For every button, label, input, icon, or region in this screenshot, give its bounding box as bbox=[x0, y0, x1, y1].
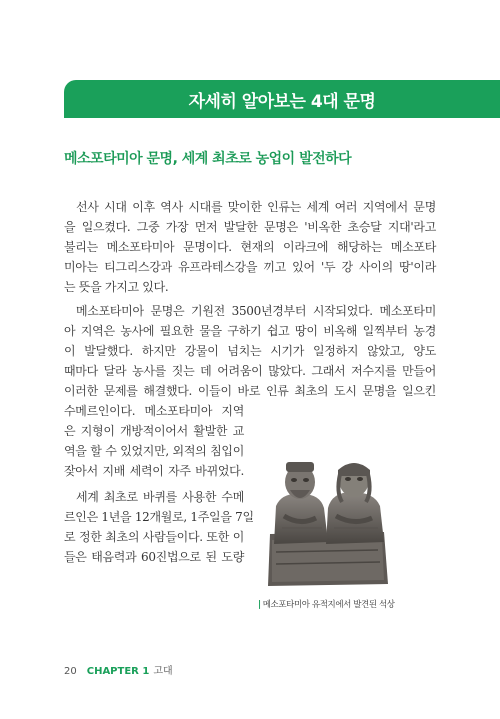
body-line: 이 발달했다. 하지만 강물이 넘치는 시기가 일정하지 않았고, 양도 bbox=[64, 344, 436, 358]
body-line: 미아는 티그리스강과 유프라테스강을 끼고 있어 '두 강 사이의 땅'이라 bbox=[64, 260, 436, 274]
body-line: 는 뜻을 가지고 있다. bbox=[64, 280, 169, 294]
body-line: 잦아서 지배 세력이 자주 바뀌었다. bbox=[64, 464, 244, 478]
body-line: 을 일으켰다. 그중 가장 먼저 발달한 문명은 '비옥한 초승달 지대'라고 bbox=[64, 220, 436, 234]
body-line: 세계 최초로 바퀴를 사용한 수메 bbox=[76, 490, 244, 504]
section-subtitle: 메소포타미아 문명, 세계 최초로 농업이 발전하다 bbox=[64, 151, 352, 167]
statue-photo bbox=[262, 456, 392, 590]
body-line: 역을 할 수 있었지만, 외적의 침입이 bbox=[64, 444, 244, 458]
body-line: 아 지역은 농사에 필요한 물을 구하기 쉽고 땅이 비옥해 일찍부터 농경 bbox=[64, 324, 436, 338]
body-line: 때마다 달라 농사를 짓는 데 어려움이 많았다. 그래서 저수지를 만들어 bbox=[64, 364, 436, 378]
page-footer bbox=[64, 662, 173, 677]
banner-title: 자세히 알아보는 4대 문명 bbox=[188, 91, 376, 112]
chapter-label: CHAPTER 1 bbox=[86, 666, 150, 677]
caption-marker: | bbox=[258, 600, 261, 610]
chapter-title: 고대 bbox=[153, 666, 173, 677]
body-line: 메소포타미아 문명은 기원전 3500년경부터 시작되었다. 메소포타미 bbox=[76, 304, 436, 318]
section-banner bbox=[64, 80, 500, 118]
body-line: 로 정한 최초의 사람들이다. 또한 이 bbox=[64, 530, 244, 544]
figure-caption bbox=[258, 598, 395, 610]
page-number: 20 bbox=[64, 666, 77, 677]
body-line: 선사 시대 이후 역사 시대를 맞이한 인류는 세계 여러 지역에서 문명 bbox=[76, 200, 436, 214]
body-line: 르인은 1년을 12개월로, 1주일을 7일 bbox=[64, 510, 254, 524]
body-line: 수메르인이다. 메소포타미아 지역 bbox=[64, 404, 244, 418]
body-line: 들은 태음력과 60진법으로 된 도량 bbox=[64, 550, 244, 564]
body-line: 이러한 문제를 해결했다. 이들이 바로 인류 최초의 도시 문명을 일으킨 bbox=[64, 384, 436, 398]
body-line: 은 지형이 개방적이어서 활발한 교 bbox=[64, 424, 244, 438]
caption-text: 메소포타미아 유적지에서 발견된 석상 bbox=[262, 600, 395, 610]
body-line: 불리는 메소포타미아 문명이다. 현재의 이라크에 해당하는 메소포타 bbox=[64, 240, 436, 254]
